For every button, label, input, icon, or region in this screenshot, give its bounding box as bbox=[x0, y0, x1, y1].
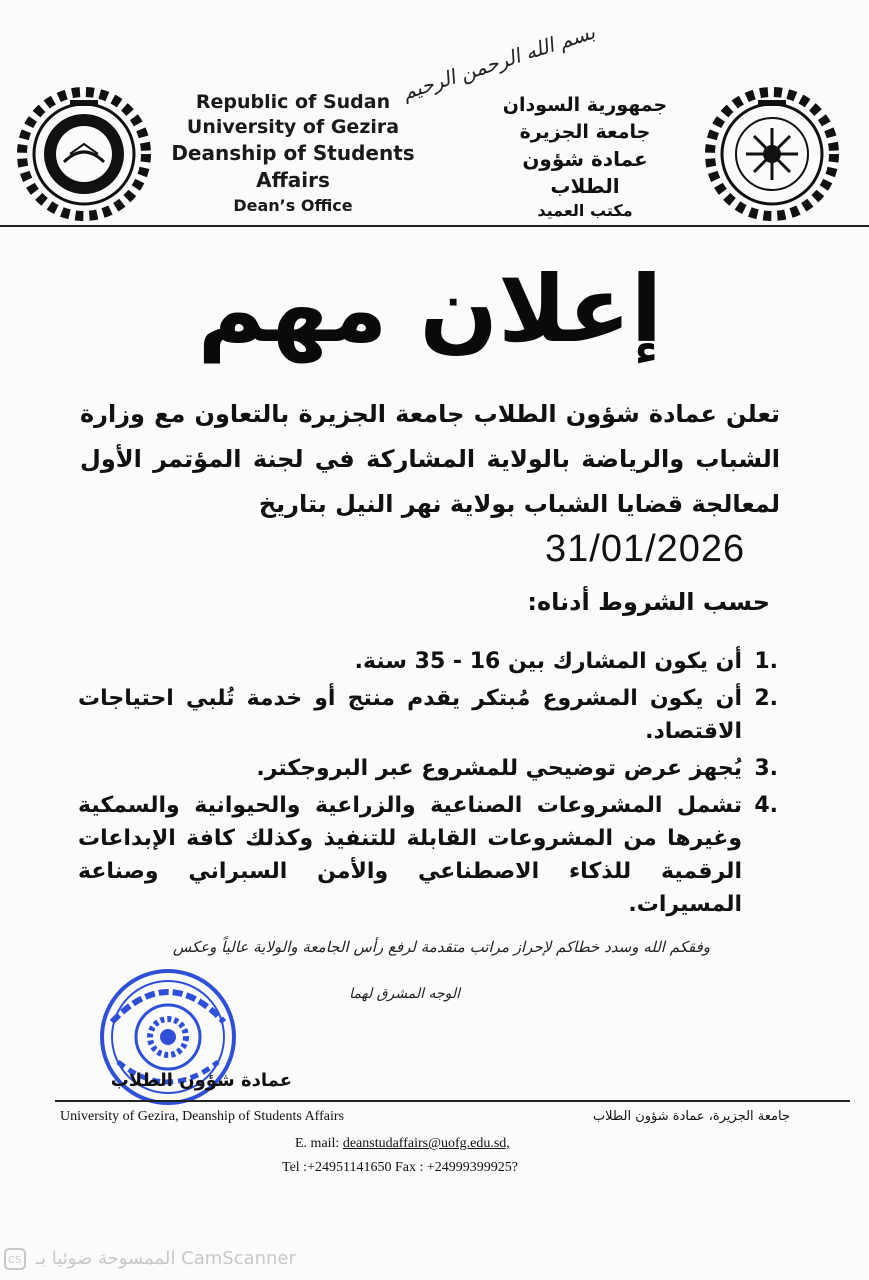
country-name-ar: جمهورية السودان bbox=[502, 94, 668, 116]
condition-text: أن يكون المشارك بين 16 - 35 سنة. bbox=[354, 649, 742, 674]
country-name: Republic of Sudan bbox=[195, 91, 391, 113]
university-name: University of Gezira bbox=[186, 116, 400, 138]
closing-line-2: الوجه المشرق لهما bbox=[349, 986, 460, 1002]
closing-line: وفقكم الله وسدد خطاكم لإحراز مراتب متقدمة لرفع رأس الجامعة والولاية عالياً وعكس bbox=[172, 938, 710, 956]
camscanner-text: الممسوحة ضوئيا بـ CamScanner bbox=[35, 1248, 296, 1269]
office-name-ar: مكتب العميد bbox=[537, 201, 633, 220]
announcement-paragraph: تعلن عمادة شؤون الطلاب جامعة الجزيرة بالتعاون مع وزارة الشباب والرياضة بالولاية المشاركة في لجنة المؤتمر الأول لمعالجة قضايا الشباب بولاية نهر النيل بتاريخ bbox=[80, 400, 780, 518]
condition-text: تشمل المشروعات الصناعية والزراعية والحيوانية والسمكية وغيرها من المشروعات القابلة للتنفيذ وكذلك كافة الإبداعات الرقمية للذكاء الاصطناعي والأمن السبراني وصناعة المسيرات. bbox=[78, 793, 742, 917]
condition-number: 4. bbox=[754, 793, 778, 818]
deanship-name-2: Affairs bbox=[256, 168, 330, 192]
deanship-name-ar-2: الطلاب bbox=[550, 174, 620, 198]
footer-divider bbox=[55, 1100, 850, 1102]
announcement-title: إعلان مهم bbox=[197, 256, 663, 363]
event-date: 31/01/2026 bbox=[545, 528, 746, 570]
conditions-heading: حسب الشروط أدناه: bbox=[527, 588, 770, 616]
condition-item bbox=[78, 752, 778, 785]
condition-item bbox=[78, 682, 778, 748]
arabic-letterhead bbox=[470, 92, 700, 222]
bismillah: بسم الله الرحمن الرحيم bbox=[399, 19, 598, 105]
condition-number: 2. bbox=[754, 686, 778, 711]
deanship-name: Deanship of Students bbox=[171, 141, 415, 165]
footer-arabic: جامعة الجزيرة، عمادة شؤون الطلاب bbox=[592, 1109, 790, 1124]
footer-phone: Tel :+24951141650 Fax : +24999399925? bbox=[282, 1160, 518, 1172]
footer-english: University of Gezira, Deanship of Students Affairs bbox=[60, 1109, 344, 1124]
condition-text: أن يكون المشروع مُبتكر يقدم منتج أو خدمة تُلبي احتياجات الاقتصاد. bbox=[78, 686, 742, 744]
email-label: E. mail: bbox=[295, 1136, 340, 1151]
condition-text: يُجهز عرض توضيحي للمشروع عبر البروجكتر. bbox=[256, 756, 742, 781]
condition-number: 1. bbox=[754, 649, 778, 674]
conditions-list bbox=[78, 645, 778, 925]
office-name: Dean’s Office bbox=[233, 196, 353, 215]
condition-item bbox=[78, 645, 778, 678]
university-logo-right-icon bbox=[702, 84, 842, 224]
footer-email bbox=[295, 1136, 510, 1152]
english-letterhead bbox=[158, 90, 428, 217]
university-logo-left-icon bbox=[14, 84, 154, 224]
email-link[interactable]: deanstudaffairs@uofg.edu.sd, bbox=[342, 1136, 510, 1151]
condition-item bbox=[78, 789, 778, 921]
camscanner-watermark bbox=[4, 1248, 296, 1270]
svg-text:CS: CS bbox=[8, 1255, 22, 1266]
header-divider bbox=[0, 225, 869, 227]
condition-number: 3. bbox=[754, 756, 778, 781]
university-name-ar: جامعة الجزيرة bbox=[519, 121, 651, 143]
camscanner-icon bbox=[4, 1248, 26, 1270]
signature-label: عمادة شؤون الطلاب bbox=[110, 1070, 292, 1091]
deanship-name-ar: عمادة شؤون bbox=[522, 147, 648, 171]
